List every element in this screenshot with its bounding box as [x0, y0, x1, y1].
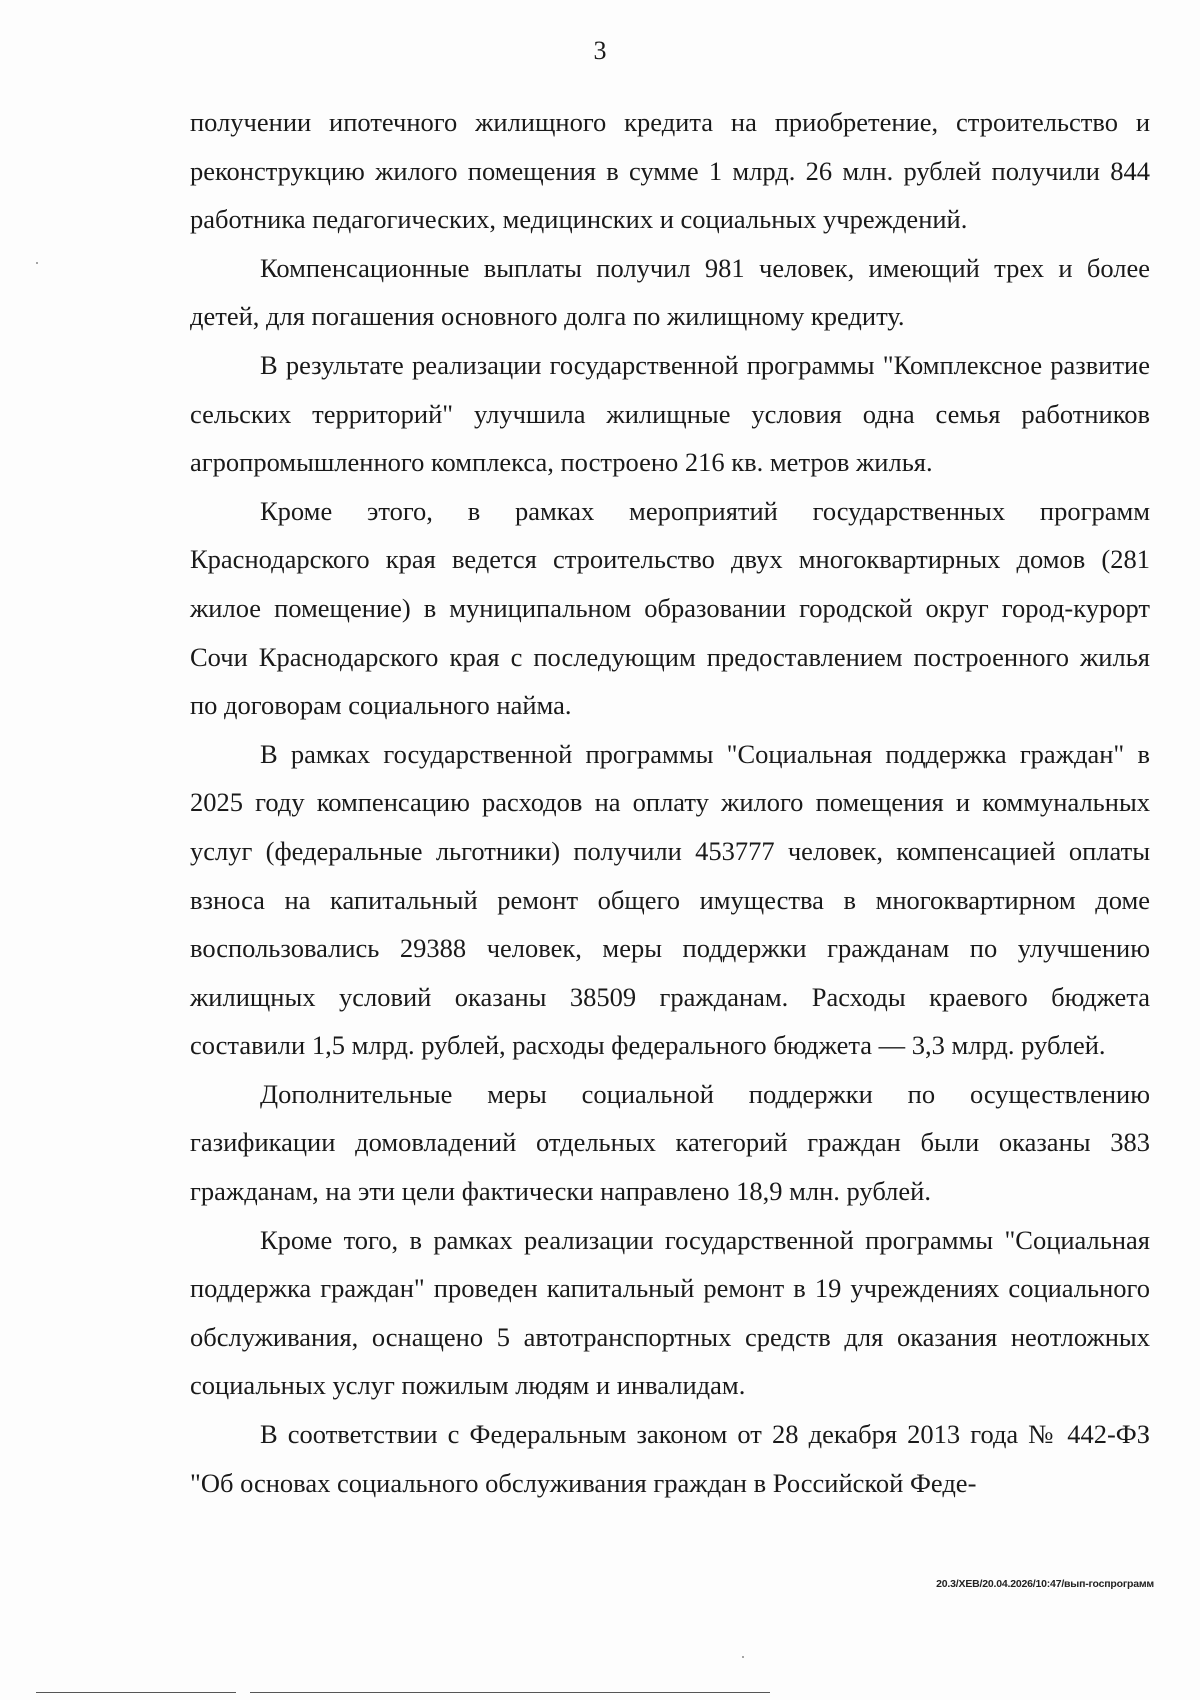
paragraph-5: В рамках государственной программы "Социальная поддержка граждан" в 2025 году компенсацию расходов на оплату жилого помещения и коммунальных услуг (федеральные льготники) получили 453777 человек, компенсацией оплаты взноса на капитальный ремонт общего имущества в многоквартирном доме воспользовались 29388 человек, меры поддержки гражданам по улучшению жилищных условий оказаны 38509 гражданам. Расходы краевого бюджета составили 1,5 млрд. рублей, расходы федерального бюджета — 3,3 млрд. рублей.	[190, 738, 1150, 1061]
paragraph-4: Кроме этого, в рамках мероприятий государственных программ Краснодарского края ведется строительство двух многоквартирных домов (281 жилое помещение) в муниципальном образовании городской округ город-курорт Сочи Краснодарского края с последующим предоставлением построенного жилья по договорам социального найма.	[190, 495, 1150, 721]
scan-edge-line	[250, 1692, 770, 1693]
document-body	[190, 98, 1150, 1507]
scan-edge-line	[36, 1692, 236, 1693]
paragraph-3: В результате реализации государственной программы "Комплексное развитие сельских территорий" улучшила жилищные условия одна семья работников агропромышленного комплекса, построено 216 кв. метров жилья.	[190, 349, 1150, 478]
paragraph-1: получении ипотечного жилищного кредита на приобретение, строительство и реконструкцию жилого помещения в сумме 1 млрд. 26 млн. рублей получили 844 работника педагогических, медицинских и социальных учреждений.	[190, 107, 1150, 235]
footer-stamp: 20.3/ХЕВ/20.04.2026/10:47/вып-госпрограмм	[936, 1578, 1154, 1590]
page-number: 3	[593, 36, 607, 65]
paragraph-6: Дополнительные меры социальной поддержки по осуществлению газификации домовладений отдельных категорий граждан были оказаны 383 гражданам, на эти цели фактически направлено 18,9 млн. рублей.	[190, 1078, 1150, 1207]
paragraph-8: В соответствии с Федеральным законом от 28 декабря 2013 года № 442-ФЗ "Об основах социального обслуживания граждан в Российской Феде-	[190, 1419, 1150, 1498]
paragraph-7: Кроме того, в рамках реализации государственной программы "Социальная поддержка граждан" проведен капитальный ремонт в 19 учреждениях социального обслуживания, оснащено 5 автотранспортных средств для оказания неотложных социальных услуг пожилым людям и инвалидам.	[190, 1224, 1150, 1401]
scan-speck	[742, 1656, 744, 1658]
paragraph-2: Компенсационные выплаты получил 981 человек, имеющий трех и более детей, для погашения основного долга по жилищному кредиту.	[190, 252, 1150, 332]
scan-speck	[36, 262, 38, 264]
